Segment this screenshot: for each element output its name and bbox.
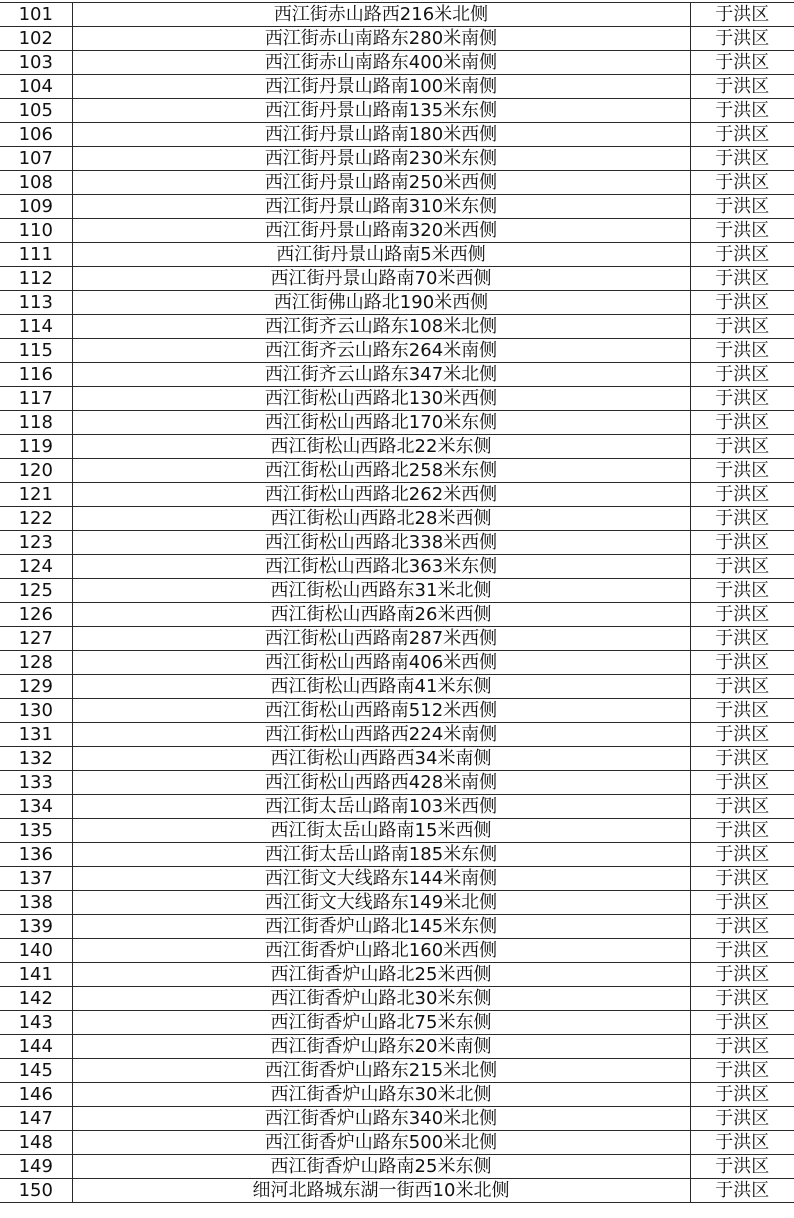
- location-cell: 西江街香炉山路东340米北侧: [72, 1107, 690, 1131]
- row-number-cell: 142: [0, 987, 72, 1011]
- district-cell: 于洪区: [690, 747, 794, 771]
- row-number-cell: 145: [0, 1059, 72, 1083]
- table-row: [0, 867, 794, 891]
- location-cell: 西江街松山西路西428米南侧: [72, 771, 690, 795]
- table-row: [0, 147, 794, 171]
- district-cell: 于洪区: [690, 1179, 794, 1203]
- location-cell: 西江街齐云山路东347米北侧: [72, 363, 690, 387]
- location-cell: 西江街佛山路北190米西侧: [72, 291, 690, 315]
- location-cell: 西江街松山西路北28米西侧: [72, 507, 690, 531]
- location-cell: 西江街香炉山路北25米西侧: [72, 963, 690, 987]
- table-row: [0, 459, 794, 483]
- row-number-cell: 117: [0, 387, 72, 411]
- row-number-cell: 122: [0, 507, 72, 531]
- location-cell: 西江街松山西路北258米东侧: [72, 459, 690, 483]
- table-row: [0, 1155, 794, 1179]
- location-cell: 西江街松山西路南406米西侧: [72, 651, 690, 675]
- district-cell: 于洪区: [690, 339, 794, 363]
- table-row: [0, 3, 794, 27]
- table-row: [0, 1035, 794, 1059]
- location-cell: 西江街丹景山路南100米南侧: [72, 75, 690, 99]
- location-cell: 西江街丹景山路南180米西侧: [72, 123, 690, 147]
- table-row: [0, 363, 794, 387]
- district-cell: 于洪区: [690, 99, 794, 123]
- table-row: [0, 675, 794, 699]
- table-row: [0, 987, 794, 1011]
- district-cell: 于洪区: [690, 915, 794, 939]
- district-cell: 于洪区: [690, 891, 794, 915]
- table-row: [0, 651, 794, 675]
- location-cell: 西江街丹景山路南70米西侧: [72, 267, 690, 291]
- table-row: [0, 1107, 794, 1131]
- location-cell: 西江街齐云山路东108米北侧: [72, 315, 690, 339]
- location-cell: 西江街香炉山路南25米东侧: [72, 1155, 690, 1179]
- table-row: [0, 27, 794, 51]
- row-number-cell: 108: [0, 171, 72, 195]
- district-cell: 于洪区: [690, 291, 794, 315]
- table-row: [0, 243, 794, 267]
- location-cell: 西江街松山西路北22米东侧: [72, 435, 690, 459]
- table-row: [0, 771, 794, 795]
- table-row: [0, 123, 794, 147]
- table-row: [0, 267, 794, 291]
- district-cell: 于洪区: [690, 27, 794, 51]
- location-cell: 西江街丹景山路南250米西侧: [72, 171, 690, 195]
- row-number-cell: 109: [0, 195, 72, 219]
- row-number-cell: 104: [0, 75, 72, 99]
- location-cell: 西江街松山西路北338米西侧: [72, 531, 690, 555]
- district-cell: 于洪区: [690, 555, 794, 579]
- district-cell: 于洪区: [690, 387, 794, 411]
- table-row: [0, 1179, 794, 1203]
- district-cell: 于洪区: [690, 771, 794, 795]
- district-cell: 于洪区: [690, 123, 794, 147]
- table-row: [0, 99, 794, 123]
- row-number-cell: 128: [0, 651, 72, 675]
- district-cell: 于洪区: [690, 1107, 794, 1131]
- location-cell: 西江街赤山南路东400米南侧: [72, 51, 690, 75]
- row-number-cell: 107: [0, 147, 72, 171]
- location-cell: 西江街丹景山路南5米西侧: [72, 243, 690, 267]
- table-row: [0, 603, 794, 627]
- district-cell: 于洪区: [690, 483, 794, 507]
- table-row: [0, 507, 794, 531]
- district-cell: 于洪区: [690, 363, 794, 387]
- table-row: [0, 627, 794, 651]
- table-row: [0, 819, 794, 843]
- table-row: [0, 387, 794, 411]
- district-cell: 于洪区: [690, 51, 794, 75]
- row-number-cell: 112: [0, 267, 72, 291]
- district-cell: 于洪区: [690, 267, 794, 291]
- row-number-cell: 113: [0, 291, 72, 315]
- location-cell: 西江街香炉山路东500米北侧: [72, 1131, 690, 1155]
- district-cell: 于洪区: [690, 963, 794, 987]
- table-row: [0, 555, 794, 579]
- location-cell: 西江街赤山路西216米北侧: [72, 3, 690, 27]
- table-row: [0, 51, 794, 75]
- row-number-cell: 119: [0, 435, 72, 459]
- row-number-cell: 141: [0, 963, 72, 987]
- row-number-cell: 139: [0, 915, 72, 939]
- location-cell: 西江街文大线路东149米北侧: [72, 891, 690, 915]
- row-number-cell: 148: [0, 1131, 72, 1155]
- row-number-cell: 120: [0, 459, 72, 483]
- row-number-cell: 131: [0, 723, 72, 747]
- district-cell: 于洪区: [690, 651, 794, 675]
- location-cell: 西江街香炉山路东215米北侧: [72, 1059, 690, 1083]
- location-table: [0, 2, 794, 1203]
- location-cell: 西江街松山西路西224米南侧: [72, 723, 690, 747]
- table-row: [0, 75, 794, 99]
- row-number-cell: 134: [0, 795, 72, 819]
- table-row: [0, 483, 794, 507]
- table-row: [0, 315, 794, 339]
- row-number-cell: 135: [0, 819, 72, 843]
- table-row: [0, 939, 794, 963]
- district-cell: 于洪区: [690, 723, 794, 747]
- table-row: [0, 1131, 794, 1155]
- district-cell: 于洪区: [690, 1083, 794, 1107]
- district-cell: 于洪区: [690, 1035, 794, 1059]
- location-cell: 西江街丹景山路南310米东侧: [72, 195, 690, 219]
- location-cell: 西江街香炉山路东30米北侧: [72, 1083, 690, 1107]
- district-cell: 于洪区: [690, 579, 794, 603]
- row-number-cell: 146: [0, 1083, 72, 1107]
- row-number-cell: 103: [0, 51, 72, 75]
- table-row: [0, 1059, 794, 1083]
- row-number-cell: 127: [0, 627, 72, 651]
- location-cell: 细河北路城东湖一街西10米北侧: [72, 1179, 690, 1203]
- row-number-cell: 129: [0, 675, 72, 699]
- location-cell: 西江街太岳山路南103米西侧: [72, 795, 690, 819]
- table-row: [0, 411, 794, 435]
- table-row: [0, 891, 794, 915]
- location-cell: 西江街松山西路北130米西侧: [72, 387, 690, 411]
- district-cell: 于洪区: [690, 243, 794, 267]
- row-number-cell: 110: [0, 219, 72, 243]
- table-row: [0, 339, 794, 363]
- table-row: [0, 171, 794, 195]
- row-number-cell: 101: [0, 3, 72, 27]
- table-row: [0, 1083, 794, 1107]
- row-number-cell: 136: [0, 843, 72, 867]
- location-cell: 西江街松山西路南287米西侧: [72, 627, 690, 651]
- location-cell: 西江街丹景山路南320米西侧: [72, 219, 690, 243]
- location-cell: 西江街松山西路北170米东侧: [72, 411, 690, 435]
- district-cell: 于洪区: [690, 699, 794, 723]
- row-number-cell: 126: [0, 603, 72, 627]
- district-cell: 于洪区: [690, 75, 794, 99]
- row-number-cell: 133: [0, 771, 72, 795]
- table-row: [0, 747, 794, 771]
- location-cell: 西江街赤山南路东280米南侧: [72, 27, 690, 51]
- row-number-cell: 138: [0, 891, 72, 915]
- row-number-cell: 106: [0, 123, 72, 147]
- location-cell: 西江街香炉山路东20米南侧: [72, 1035, 690, 1059]
- row-number-cell: 121: [0, 483, 72, 507]
- district-cell: 于洪区: [690, 1155, 794, 1179]
- location-cell: 西江街松山西路东31米北侧: [72, 579, 690, 603]
- district-cell: 于洪区: [690, 987, 794, 1011]
- row-number-cell: 150: [0, 1179, 72, 1203]
- district-cell: 于洪区: [690, 843, 794, 867]
- district-cell: 于洪区: [690, 219, 794, 243]
- row-number-cell: 111: [0, 243, 72, 267]
- district-cell: 于洪区: [690, 435, 794, 459]
- table-row: [0, 915, 794, 939]
- table-row: [0, 531, 794, 555]
- row-number-cell: 147: [0, 1107, 72, 1131]
- row-number-cell: 140: [0, 939, 72, 963]
- district-cell: 于洪区: [690, 675, 794, 699]
- district-cell: 于洪区: [690, 795, 794, 819]
- location-cell: 西江街松山西路北262米西侧: [72, 483, 690, 507]
- district-cell: 于洪区: [690, 171, 794, 195]
- location-cell: 西江街香炉山路北75米东侧: [72, 1011, 690, 1035]
- location-cell: 西江街松山西路南512米西侧: [72, 699, 690, 723]
- district-cell: 于洪区: [690, 939, 794, 963]
- table-row: [0, 219, 794, 243]
- location-cell: 西江街香炉山路北160米西侧: [72, 939, 690, 963]
- table-row: [0, 435, 794, 459]
- district-cell: 于洪区: [690, 3, 794, 27]
- row-number-cell: 105: [0, 99, 72, 123]
- table-row: [0, 195, 794, 219]
- district-cell: 于洪区: [690, 1059, 794, 1083]
- location-cell: 西江街松山西路西34米南侧: [72, 747, 690, 771]
- district-cell: 于洪区: [690, 195, 794, 219]
- row-number-cell: 116: [0, 363, 72, 387]
- row-number-cell: 115: [0, 339, 72, 363]
- location-cell: 西江街松山西路南41米东侧: [72, 675, 690, 699]
- district-cell: 于洪区: [690, 459, 794, 483]
- row-number-cell: 137: [0, 867, 72, 891]
- location-cell: 西江街太岳山路南15米西侧: [72, 819, 690, 843]
- district-cell: 于洪区: [690, 147, 794, 171]
- district-cell: 于洪区: [690, 411, 794, 435]
- location-cell: 西江街香炉山路北30米东侧: [72, 987, 690, 1011]
- table-row: [0, 1011, 794, 1035]
- row-number-cell: 143: [0, 1011, 72, 1035]
- location-cell: 西江街松山西路北363米东侧: [72, 555, 690, 579]
- location-cell: 西江街丹景山路南230米东侧: [72, 147, 690, 171]
- location-cell: 西江街太岳山路南185米东侧: [72, 843, 690, 867]
- district-cell: 于洪区: [690, 1131, 794, 1155]
- table-body: [0, 3, 794, 1203]
- location-cell: 西江街齐云山路东264米南侧: [72, 339, 690, 363]
- district-cell: 于洪区: [690, 315, 794, 339]
- row-number-cell: 102: [0, 27, 72, 51]
- table-row: [0, 579, 794, 603]
- row-number-cell: 123: [0, 531, 72, 555]
- district-cell: 于洪区: [690, 603, 794, 627]
- row-number-cell: 144: [0, 1035, 72, 1059]
- table-row: [0, 843, 794, 867]
- location-cell: 西江街松山西路南26米西侧: [72, 603, 690, 627]
- table-row: [0, 699, 794, 723]
- district-cell: 于洪区: [690, 531, 794, 555]
- row-number-cell: 114: [0, 315, 72, 339]
- location-cell: 西江街丹景山路南135米东侧: [72, 99, 690, 123]
- row-number-cell: 132: [0, 747, 72, 771]
- district-cell: 于洪区: [690, 819, 794, 843]
- table-row: [0, 963, 794, 987]
- row-number-cell: 125: [0, 579, 72, 603]
- row-number-cell: 149: [0, 1155, 72, 1179]
- row-number-cell: 124: [0, 555, 72, 579]
- location-cell: 西江街文大线路东144米南侧: [72, 867, 690, 891]
- row-number-cell: 130: [0, 699, 72, 723]
- table-row: [0, 291, 794, 315]
- table-row: [0, 795, 794, 819]
- district-cell: 于洪区: [690, 627, 794, 651]
- district-cell: 于洪区: [690, 867, 794, 891]
- location-cell: 西江街香炉山路北145米东侧: [72, 915, 690, 939]
- district-cell: 于洪区: [690, 507, 794, 531]
- row-number-cell: 118: [0, 411, 72, 435]
- table-row: [0, 723, 794, 747]
- district-cell: 于洪区: [690, 1011, 794, 1035]
